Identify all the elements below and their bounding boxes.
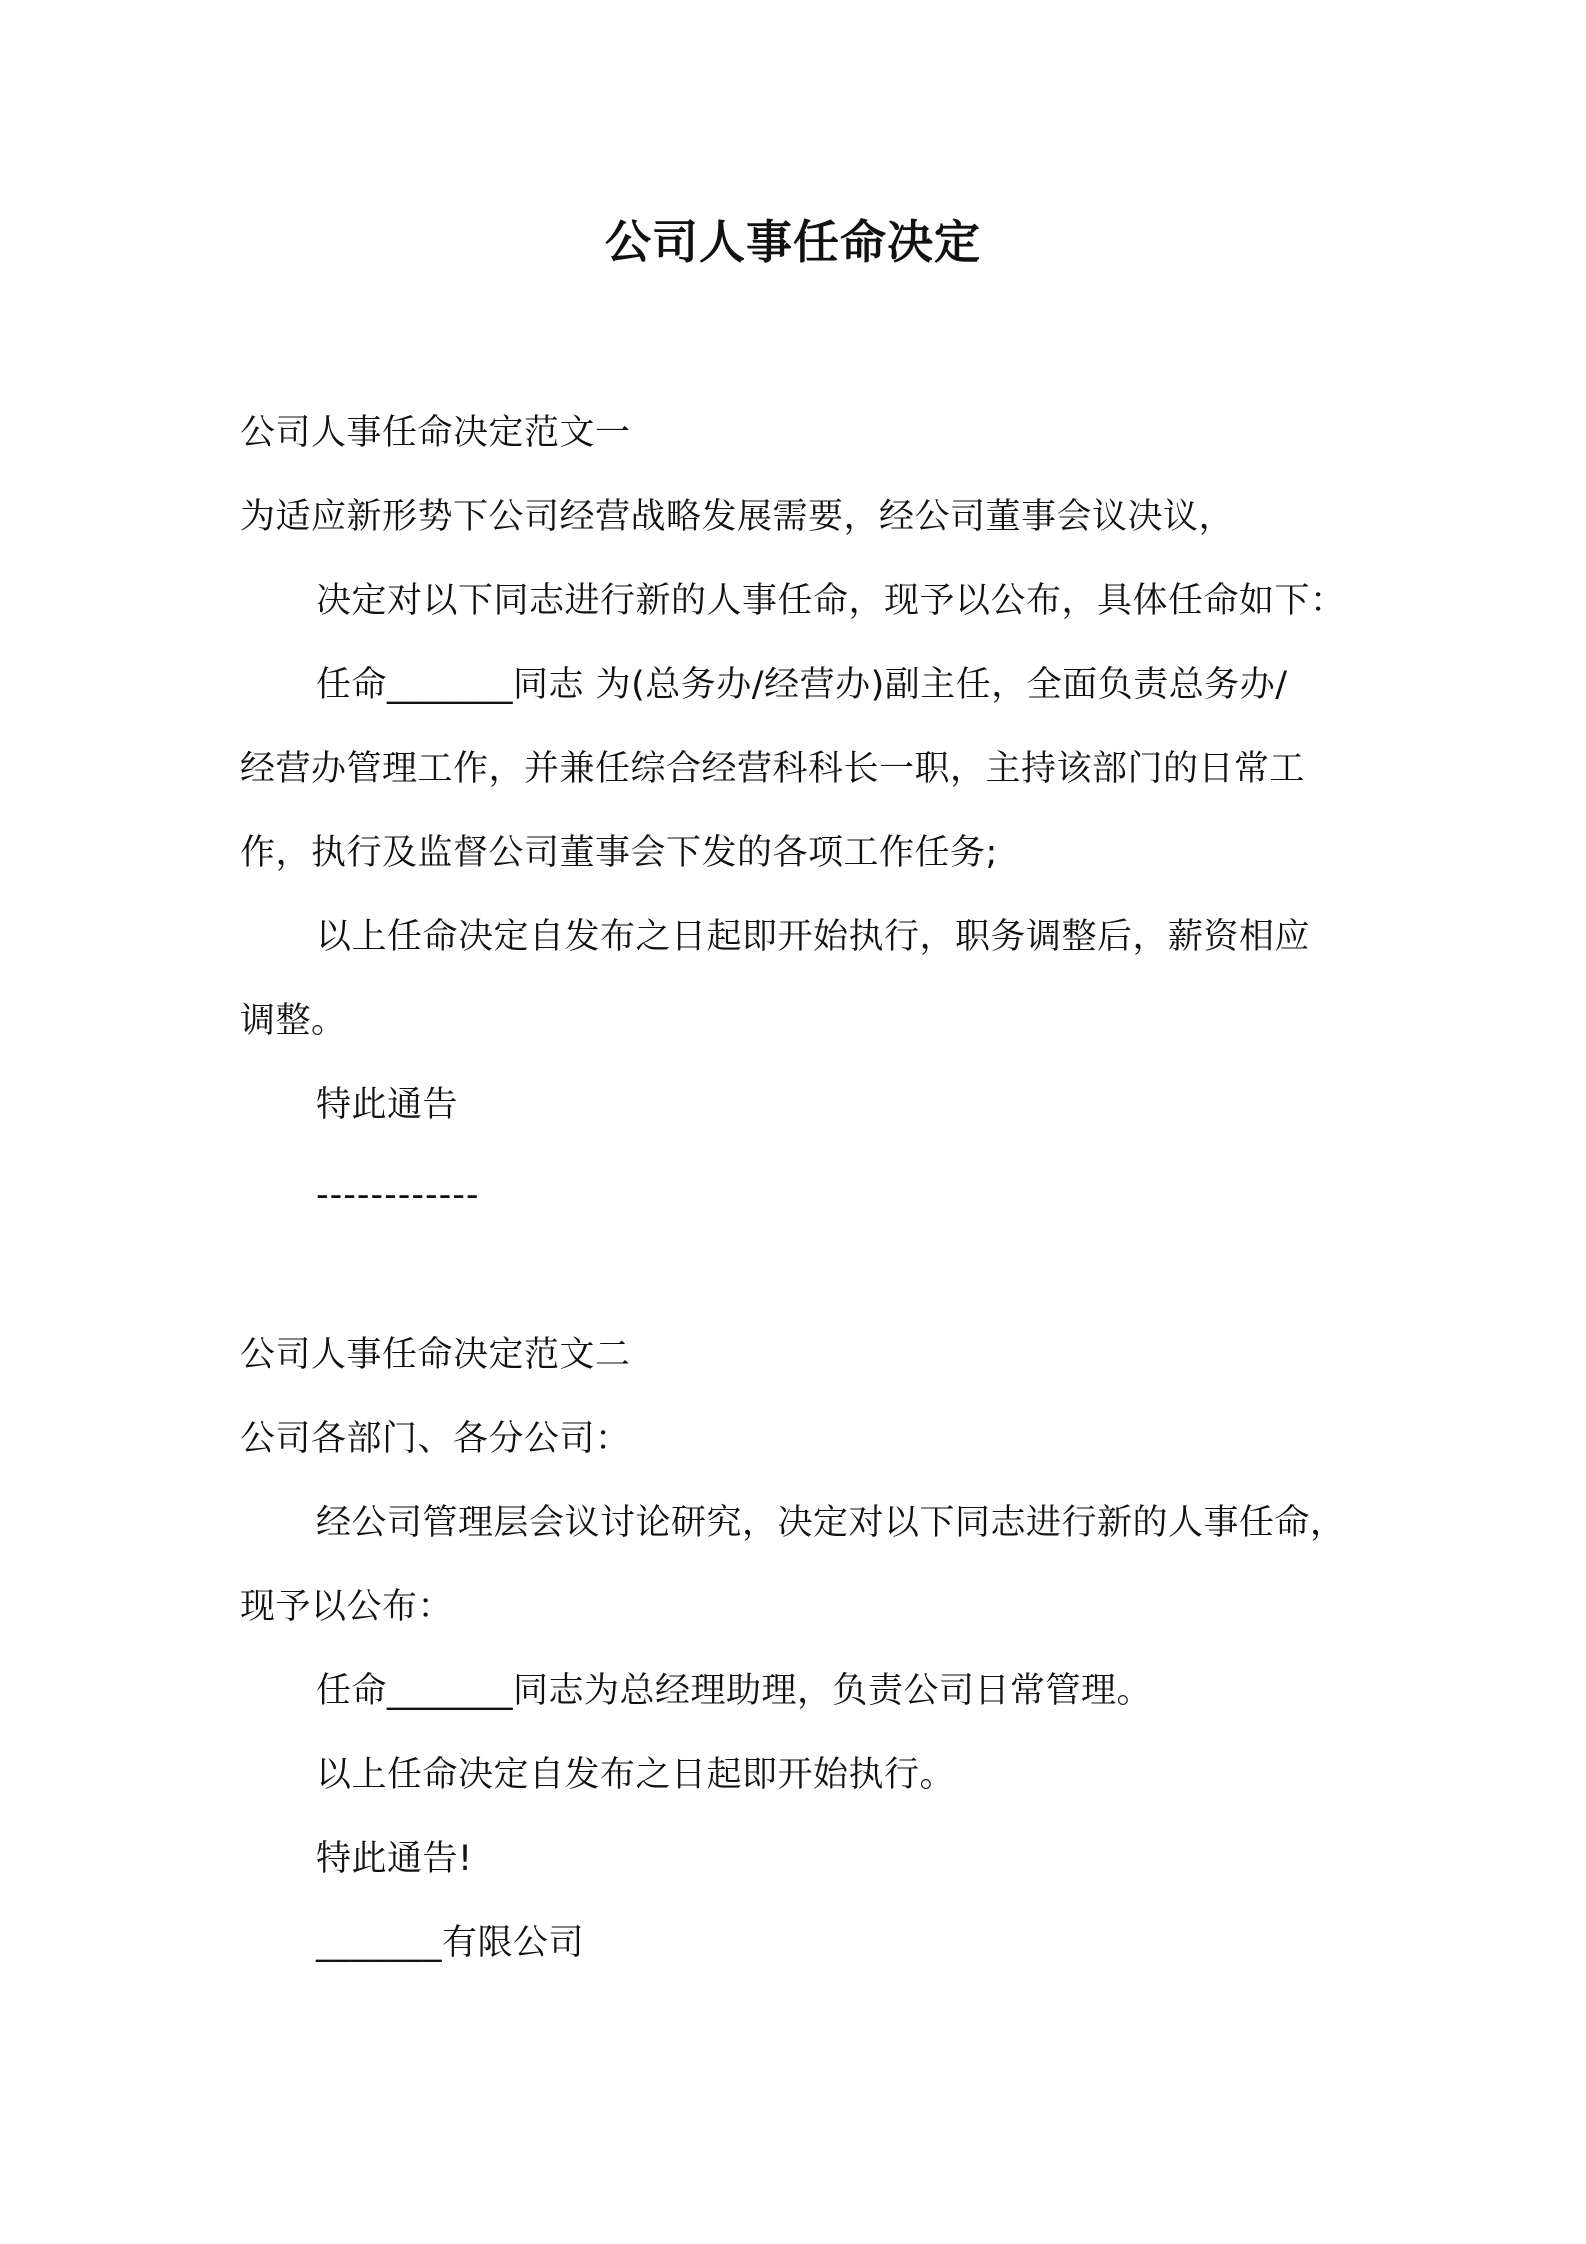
signature-line: _______有限公司 — [316, 1923, 585, 1963]
paragraph-line: 任命_______同志为总经理助理，负责公司日常管理。 — [316, 1671, 1153, 1711]
paragraph-line: 经公司管理层会议讨论研究，决定对以下同志进行新的人事任命， — [316, 1503, 1346, 1543]
paragraph-line: 公司各部门、各分公司： — [240, 1419, 631, 1459]
paragraph-line: 调整。 — [240, 1001, 347, 1041]
closing-line: 特此通告! — [316, 1839, 473, 1879]
paragraph-line: 决定对以下同志进行新的人事任命，现予以公布，具体任命如下： — [316, 581, 1346, 621]
closing-line: 特此通告 — [316, 1085, 459, 1125]
section-heading-2: 公司人事任命决定范文二 — [240, 1335, 631, 1375]
paragraph-line: 经营办管理工作，并兼任综合经营科科长一职，主持该部门的日常工 — [240, 749, 1306, 789]
paragraph-line: 现予以公布： — [240, 1587, 454, 1627]
paragraph-line: 作，执行及监督公司董事会下发的各项工作任务; — [240, 833, 998, 873]
paragraph-line: 以上任命决定自发布之日起即开始执行。 — [316, 1755, 956, 1795]
paragraph-line: 以上任命决定自发布之日起即开始执行，职务调整后，薪资相应 — [316, 917, 1311, 957]
paragraph-line: 为适应新形势下公司经营战略发展需要，经公司董事会议决议， — [240, 497, 1235, 537]
section-heading-1: 公司人事任命决定范文一 — [240, 413, 631, 453]
paragraph-line: 任命_______同志 为(总务办/经营办)副主任，全面负责总务办/ — [316, 665, 1288, 705]
document-title: 公司人事任命决定 — [605, 215, 981, 269]
separator-dashes: ------------ — [316, 1175, 480, 1215]
